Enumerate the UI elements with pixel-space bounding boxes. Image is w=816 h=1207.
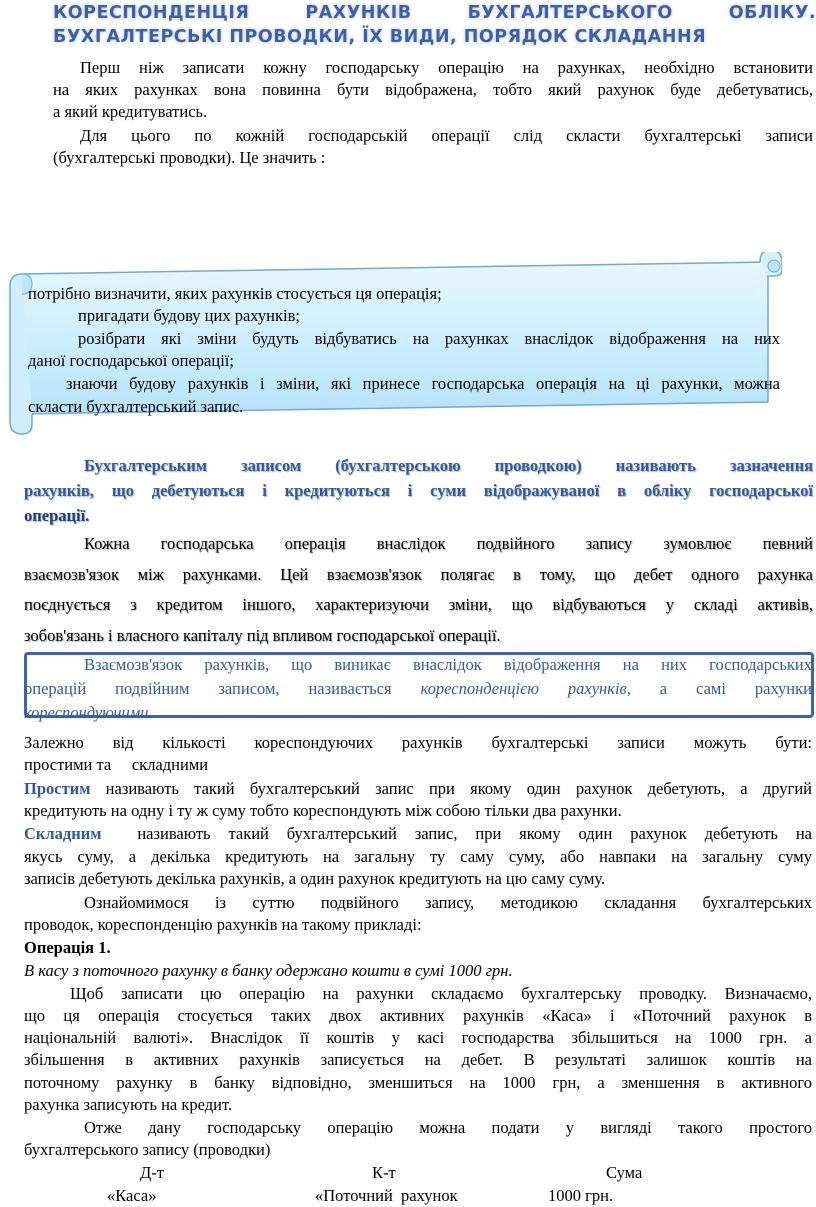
- scroll-item-4a: знаючи будову рахунків і зміни, які принесе господарська операція на ці рахунки, можна: [66, 374, 780, 393]
- simple-line-2: кредитують на одну і ту ж суму тобто кореспондують між собою тільки два рахунки.: [24, 801, 622, 820]
- boxed-line-1: Взаємозв'язок рахунків, що виникає внаслідок відображення на них господарських: [84, 655, 812, 674]
- simple-line-1: [24, 778, 812, 800]
- intro-line-4: Для цього по кожній господарській операції слід скласти бухгалтерські записи: [80, 126, 813, 145]
- entry-debit-account: «Каса»: [107, 1186, 157, 1205]
- complex-line-1: [24, 823, 812, 845]
- boxed-line-2a: операцій подвійним записом, називається: [24, 679, 421, 698]
- complex-term: Складним: [24, 824, 102, 843]
- definition-line-1: Бухгалтерським записом (бухгалтерською проводкою) називають зазначення: [84, 456, 813, 475]
- boxed-line-2c: , а самі рахунки: [626, 679, 812, 698]
- example-line-1: Ознайомимося із суттю подвійного запису, методикою складання бухгалтерських: [84, 893, 812, 912]
- operation-description: В касу з поточного рахунку в банку одержано кошти в сумі 1000 грн.: [24, 961, 513, 980]
- interrelation-line-3: поєднується з кредитом іншого, характеризуючи зміни, що відбуваються у складі активів,: [24, 595, 813, 614]
- complex-def: називають такий бухгалтерський запис, при якому один рахунок дебетують на: [101, 824, 812, 843]
- explain-line-2: що ця операція стосується таких двох активних рахунків «Каса» і «Поточний рахунок в: [24, 1006, 812, 1025]
- interrelation-line-1: Кожна господарська операція внаслідок подвійного запису зумовлює певний: [84, 534, 813, 553]
- entry-header-debit: Д-т: [140, 1163, 164, 1182]
- scroll-item-2: пригадати будову цих рахунків;: [78, 306, 300, 325]
- scroll-item-1: потрібно визначити, яких рахунків стосується ця операція;: [28, 284, 442, 303]
- explain-line-3: національній валюті». Внаслідок її коштів у касі господарства збільшиться на 1000 грн. а: [24, 1028, 812, 1047]
- types-line-2: простими та складними: [24, 755, 209, 774]
- simple-term: Простим: [24, 779, 91, 798]
- explain-line-1: Щоб записати цю операцію на рахунки складаємо бухгалтерську проводку. Визначаємо,: [70, 984, 812, 1003]
- definition-line-2: рахунків, що дебетуються і кредитуються і суми відображуваної в обліку господарської: [24, 481, 813, 500]
- intro-line-2: на яких рахунках вона повинна бути відображена, тобто який рахунок буде дебетуватись,: [53, 80, 813, 99]
- operation-title: Операція 1.: [24, 938, 111, 957]
- intro-line-5: (бухгалтерські проводки). Це значить :: [53, 148, 326, 167]
- scroll-item-3a: розібрати які зміни будуть відбуватись на рахунках внаслідок відображення на них: [78, 329, 780, 348]
- interrelation-line-4: зобов'язань і власного капіталу під впливом господарської операції.: [24, 626, 501, 645]
- entry-header-credit: К-т: [372, 1163, 396, 1182]
- explain-line-6: рахунка записують на кредит.: [24, 1095, 233, 1114]
- explain-line-7: Отже дану господарську операцію можна подати у вигляді такого простого: [84, 1118, 812, 1137]
- page-title-line-2: БУХГАЛТЕРСЬКІ ПРОВОДКИ, ЇХ ВИДИ, ПОРЯДОК СКЛАДАННЯ: [53, 27, 707, 47]
- explain-line-8: бухгалтерського запису (проводки): [24, 1140, 271, 1159]
- boxed-line-2: [24, 678, 812, 700]
- term-correspondence: кореспонденцією рахунків: [420, 679, 627, 698]
- scroll-item-3b: даної господарської операції;: [28, 351, 234, 370]
- complex-line-2: якусь суму, а декілька кредитують на загальну ту саму суму, або навпаки на загальну суму: [24, 847, 812, 866]
- entry-header-amount: Сума: [606, 1163, 643, 1182]
- types-line-1: Залежно від кількості кореспондуючих рахунків бухгалтерські записи можуть бути:: [24, 733, 812, 752]
- page-title-line-1: КОРЕСПОНДЕНЦІЯ РАХУНКІВ БУХГАЛТЕРСЬКОГО ОБЛІКУ.: [53, 3, 816, 23]
- entry-amount: 1000 грн.: [548, 1186, 614, 1205]
- scroll-item-4b: скласти бухгалтерський запис.: [28, 397, 244, 416]
- intro-line-1: Перш ніж записати кожну господарську операцію на рахунках, необхідно встановити: [80, 58, 813, 77]
- simple-def: називають такий бухгалтерський запис при якому один рахунок дебетують, а другий: [90, 779, 812, 798]
- term-corresponding-accounts: кореспондуючими.: [24, 703, 153, 722]
- interrelation-line-2: взаємозв'язок між рахунками. Цей взаємозв'язок полягає в тому, що дебет одного рахунка: [24, 565, 813, 584]
- explain-line-5: поточному рахунку в банку відповідно, зменшиться на 1000 грн, а зменшення в активного: [24, 1073, 812, 1092]
- entry-credit-account: «Поточний рахунок: [315, 1186, 458, 1205]
- example-line-2: проводок, кореспонденцію рахунків на такому прикладі:: [24, 915, 422, 934]
- explain-line-4: збільшення в активних рахунків записується на дебет. В результаті залишок коштів на: [24, 1050, 812, 1069]
- complex-line-3: записів дебетують декілька рахунків, а один рахунок кредитують на цю саму суму.: [24, 869, 606, 888]
- definition-line-3: операції.: [24, 506, 90, 525]
- intro-line-3: а який кредитуватись.: [53, 102, 208, 121]
